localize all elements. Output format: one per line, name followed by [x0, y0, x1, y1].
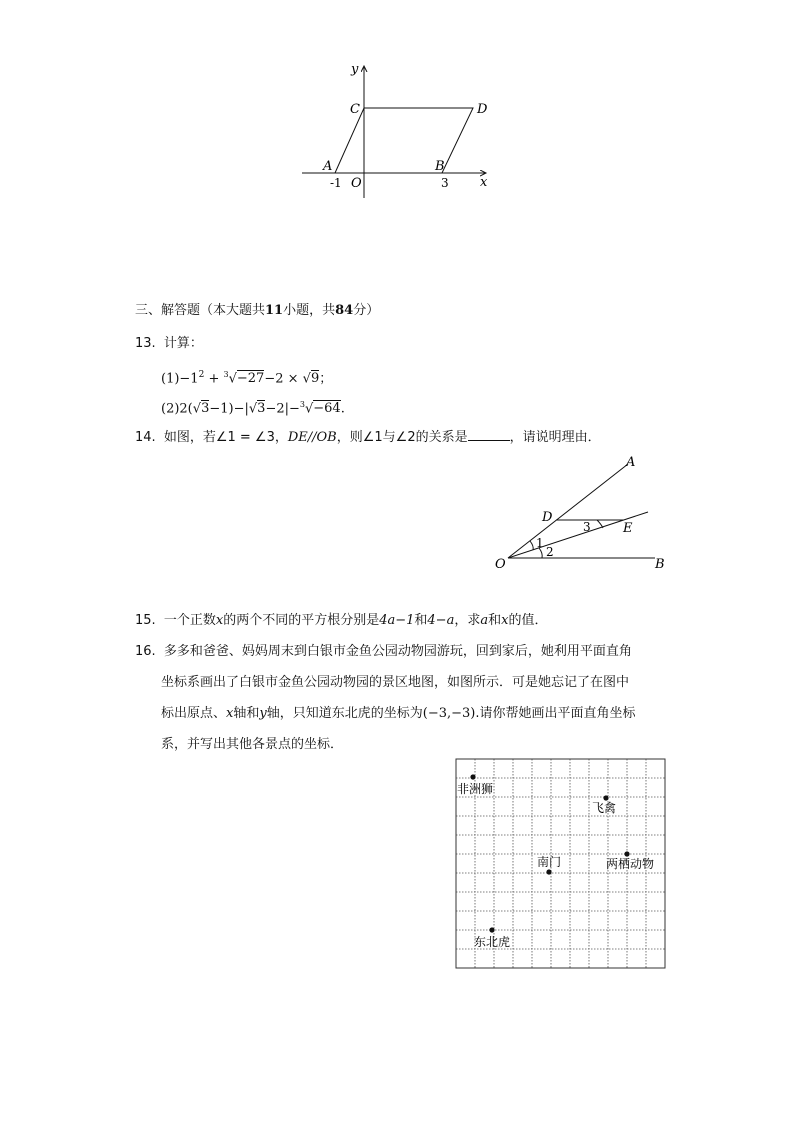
section-header	[135, 302, 379, 320]
section-mid: 小题，共	[283, 303, 336, 318]
q13-p1-radicand2: 9	[310, 371, 320, 387]
q14-answer-blank[interactable]	[468, 428, 510, 441]
q14-text-c: ，则∠1与∠2的关系是	[336, 430, 468, 445]
label-d: D	[477, 102, 488, 117]
label-c: C	[350, 102, 360, 117]
label-d2: D	[542, 510, 553, 525]
label-dongbeihu: 东北虎	[474, 935, 511, 949]
q13-p1-plus: +	[204, 371, 224, 387]
label-nanmen: 南门	[537, 855, 562, 869]
q13-p2-end: .	[340, 401, 345, 417]
q16-line1	[135, 643, 632, 661]
q15-t1: 一个正数	[163, 613, 216, 628]
q16-line3-a: 标出原点、	[161, 706, 227, 721]
q14-text-b: DE//OB	[287, 430, 337, 445]
q16-line2: 坐标系画出了白银市金鱼公园动物园的景区地图，如图所示．可是她忘记了在图中	[161, 675, 630, 690]
label-a2: A	[626, 455, 636, 470]
q13-p2-r2: 3	[257, 401, 266, 417]
dot-dongbeihu	[489, 927, 494, 932]
q13-p1-head: (1)−1	[161, 371, 199, 387]
zoo-map	[455, 758, 667, 970]
q16-line3-coord: (−3,−3)	[422, 706, 476, 721]
label-angle-2: 2	[546, 545, 554, 559]
q13-p2-r1: 3	[201, 401, 210, 417]
q14-text-d: ，请说明理由．	[509, 430, 601, 445]
ray-oa	[508, 464, 628, 558]
q16-line3	[161, 705, 636, 723]
q14-text	[135, 428, 601, 447]
q15-a: a	[480, 613, 489, 628]
label-feiqin: 飞禽	[592, 801, 617, 815]
q15-x2: x	[501, 613, 509, 628]
section-suffix: 分）	[353, 303, 380, 318]
q15-e2: 4−a	[427, 613, 455, 628]
label-liangqi: 两栖动物	[606, 857, 655, 871]
q15-number: 15.	[135, 613, 156, 628]
dot-feiqin	[603, 795, 608, 800]
q15-x: x	[215, 613, 224, 628]
label-feizhoushi: 非洲狮	[457, 782, 494, 796]
dot-nanmen	[546, 869, 551, 874]
label-b2: B	[655, 557, 665, 572]
figure-parallelogram	[296, 58, 496, 203]
parallelogram-abdc	[335, 108, 473, 173]
q13-number: 13.	[135, 336, 156, 351]
q13-p1-root-index: 3	[223, 370, 229, 379]
q13-part2: (2)2(√3−1)−|√3−2|−$^3$√−64.	[161, 400, 345, 417]
q16-line3-y: y	[259, 706, 267, 721]
q13-p2-m1: −1)−|	[209, 401, 249, 417]
q16-line3-x: x	[226, 706, 234, 721]
section-points: 84	[335, 303, 354, 318]
tick-three: 3	[441, 176, 449, 190]
q15-t3: 和	[414, 613, 428, 628]
q16-line4: 系，并写出其他各景点的坐标．	[161, 737, 344, 752]
label-y: y	[351, 62, 359, 77]
arc-angle-1	[530, 541, 533, 550]
q13-part1: $(1)-1^2 + ^3√-27-2 \times √9$；	[161, 370, 333, 387]
q13-stem-text: 计算：	[163, 336, 203, 351]
section-prefix: 三、解答题（本大题共	[135, 303, 266, 318]
q15-t2: 的两个不同的平方根分别是	[223, 613, 380, 628]
q15-e1: 4a−1	[379, 613, 415, 628]
q16-line3-c: 轴，只知道东北虎的坐标为	[266, 706, 423, 721]
q14-text-a: 如图，若∠1 = ∠3，	[163, 430, 288, 445]
q15-t5: 和	[488, 613, 502, 628]
q13-stem	[135, 335, 203, 353]
q13-p2-r3: −64	[313, 401, 341, 417]
label-o: O	[351, 176, 362, 191]
arc-angle-3	[597, 520, 603, 528]
label-o2: O	[495, 557, 506, 572]
figure-angles	[490, 452, 675, 574]
q14-number: 14.	[135, 430, 156, 445]
q15-t4: ，求	[454, 613, 481, 628]
q13-p2-m2: −2|−	[265, 401, 300, 417]
q13-p1-mid: −2 ×	[264, 371, 303, 387]
q16-line1-text: 多多和爸爸、妈妈周末到白银市金鱼公园动物园游玩，回到家后，她利用平面直角	[163, 644, 632, 659]
tick-minus-one: -1	[330, 176, 342, 190]
label-a: A	[323, 159, 333, 174]
section-count: 11	[265, 303, 284, 318]
label-angle-3: 3	[583, 520, 591, 534]
label-angle-1: 1	[536, 536, 544, 550]
q15-t6: 的值．	[508, 613, 548, 628]
q13-p1-end: ；	[319, 371, 333, 387]
q13-p2-root-index: 3	[299, 400, 305, 409]
dot-feizhoushi	[470, 774, 475, 779]
q16-line3-d: .请你帮她画出平面直角坐标	[475, 706, 636, 721]
q13-p2-head: (2)2(	[161, 401, 193, 417]
q13-p1-sup: 2	[198, 370, 205, 380]
q16-number: 16.	[135, 644, 156, 659]
label-e2: E	[623, 521, 633, 536]
label-x: x	[480, 175, 488, 190]
q13-p1-radicand: −27	[236, 371, 265, 387]
q16-line3-b: 轴和	[233, 706, 260, 721]
label-b: B	[435, 159, 445, 174]
q15-text	[135, 612, 547, 630]
dot-liangqi	[624, 851, 629, 856]
